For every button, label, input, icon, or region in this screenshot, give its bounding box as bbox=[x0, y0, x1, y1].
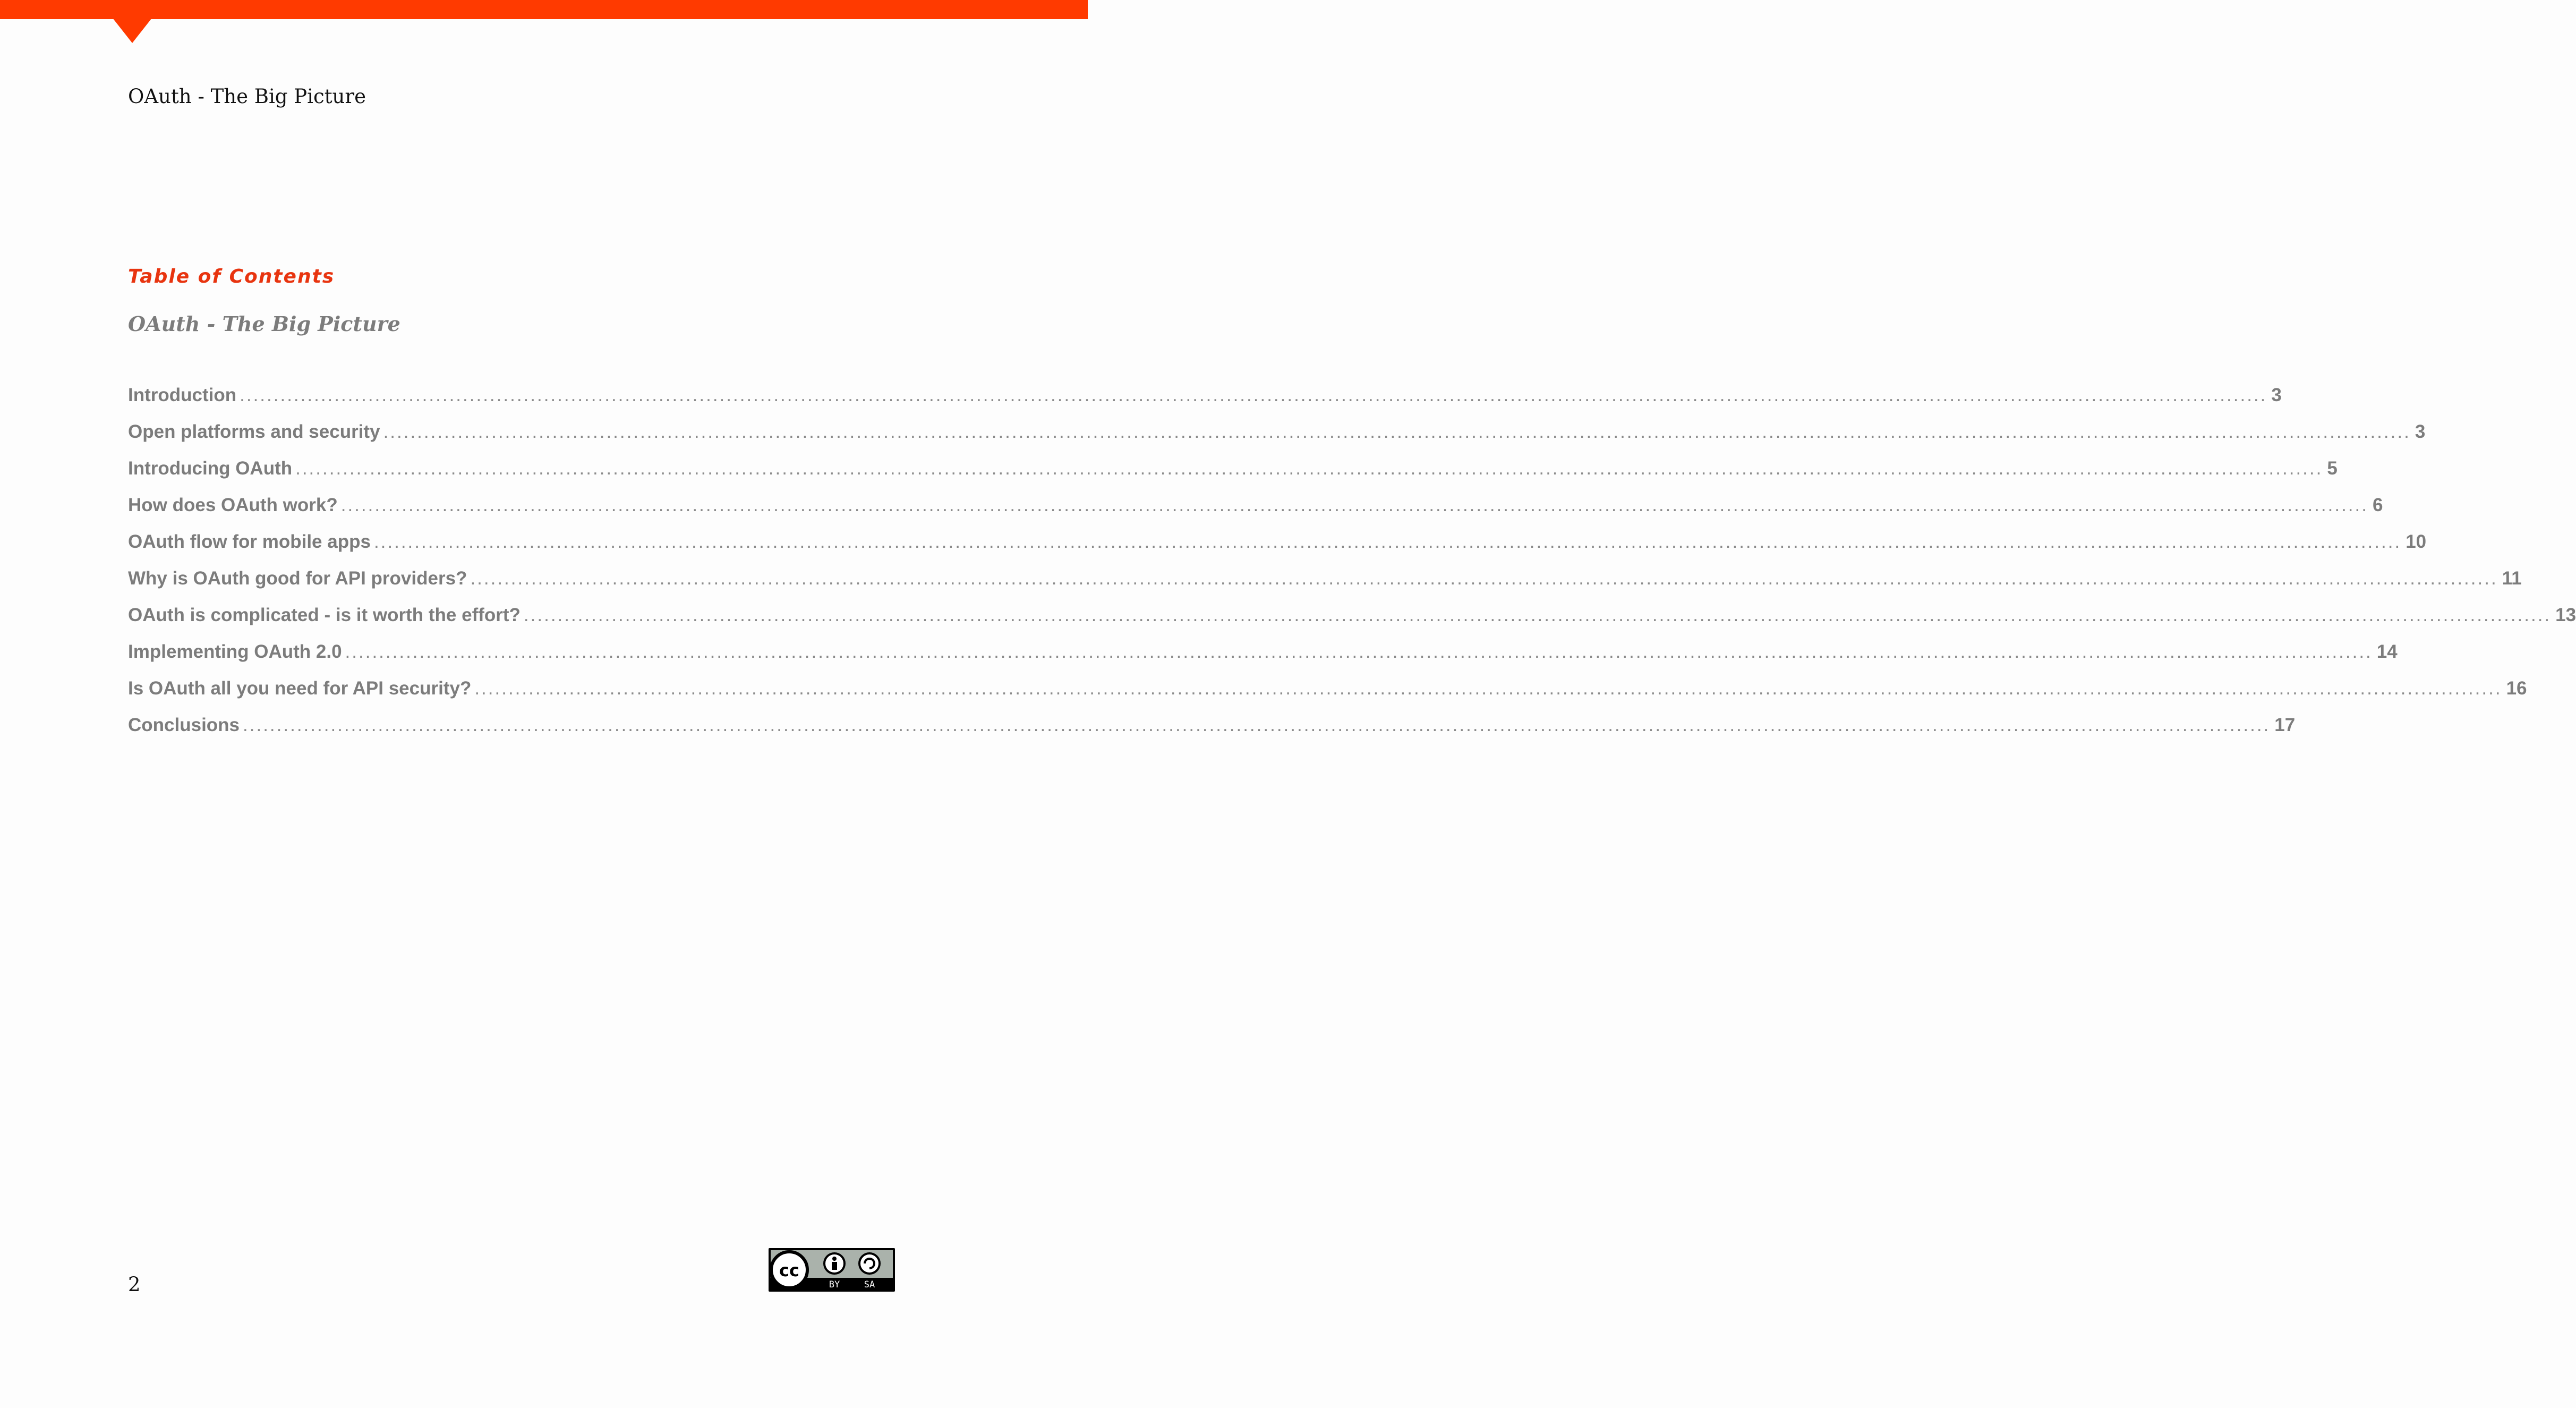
toc-entry-label: Open platforms and security bbox=[128, 421, 380, 442]
toc-leader-dots: ............................................................................................................................................................................................................................................................................................................ bbox=[474, 678, 2502, 699]
toc-entry-introducing-oauth[interactable] bbox=[128, 458, 2338, 495]
toc-leader-dots: ............................................................................................................................................................................................................................................................................................................ bbox=[340, 495, 2368, 515]
toc-leader-dots: ............................................................................................................................................................................................................................................................................................................ bbox=[383, 421, 2411, 442]
document-subtitle: OAuth - The Big Picture bbox=[128, 312, 400, 336]
toc-entry-label: Implementing OAuth 2.0 bbox=[128, 641, 342, 662]
toc-entry-conclusions[interactable] bbox=[128, 715, 2296, 751]
toc-entry-open-platforms[interactable] bbox=[128, 421, 2426, 458]
toc-title: Table of Contents bbox=[128, 266, 335, 287]
toc-list bbox=[128, 385, 2576, 751]
page-number: 2 bbox=[128, 1273, 141, 1296]
toc-entry-label: OAuth flow for mobile apps bbox=[128, 531, 371, 552]
toc-entry-page: 14 bbox=[2376, 641, 2398, 662]
top-accent-notch bbox=[113, 18, 152, 43]
sa-label: SA bbox=[864, 1279, 875, 1290]
toc-entry-page: 16 bbox=[2506, 678, 2527, 699]
toc-entry-page: 10 bbox=[2406, 531, 2427, 552]
share-alike-icon bbox=[859, 1253, 880, 1274]
attribution-body bbox=[832, 1262, 837, 1270]
toc-entry-complicated[interactable] bbox=[128, 605, 2576, 641]
toc-leader-dots: ............................................................................................................................................................................................................................................................................................................ bbox=[240, 385, 2267, 405]
toc-entry-mobile-flow[interactable] bbox=[128, 531, 2427, 568]
toc-entry-label: How does OAuth work? bbox=[128, 495, 338, 515]
attribution-head bbox=[832, 1257, 837, 1261]
toc-leader-dots: ............................................................................................................................................................................................................................................................................................................ bbox=[295, 458, 2323, 479]
toc-entry-page: 3 bbox=[2415, 421, 2426, 442]
toc-leader-dots: ............................................................................................................................................................................................................................................................................................................ bbox=[470, 568, 2498, 589]
toc-entry-label: OAuth is complicated - is it worth the effort? bbox=[128, 605, 521, 625]
toc-leader-dots: ............................................................................................................................................................................................................................................................................................................ bbox=[243, 715, 2271, 735]
toc-leader-dots: ............................................................................................................................................................................................................................................................................................................ bbox=[345, 641, 2373, 662]
toc-entry-page: 3 bbox=[2271, 385, 2282, 405]
toc-entry-page: 17 bbox=[2274, 715, 2296, 735]
toc-entry-label: Why is OAuth good for API providers? bbox=[128, 568, 467, 589]
toc-entry-page: 11 bbox=[2502, 568, 2522, 589]
by-label: BY bbox=[829, 1279, 840, 1290]
running-header: OAuth - The Big Picture bbox=[128, 85, 366, 108]
toc-entry-label: Introduction bbox=[128, 385, 237, 405]
toc-entry-api-providers[interactable] bbox=[128, 568, 2522, 605]
toc-leader-dots: ............................................................................................................................................................................................................................................................................................................ bbox=[373, 531, 2402, 552]
toc-leader-dots: ............................................................................................................................................................................................................................................................................................................ bbox=[523, 605, 2552, 625]
creative-commons-by-sa-icon bbox=[768, 1248, 895, 1292]
toc-entry-implementing[interactable] bbox=[128, 641, 2398, 678]
toc-entry-api-security[interactable] bbox=[128, 678, 2527, 715]
toc-entry-introduction[interactable] bbox=[128, 385, 2282, 421]
toc-entry-label: Is OAuth all you need for API security? bbox=[128, 678, 472, 699]
toc-entry-page: 13 bbox=[2555, 605, 2576, 625]
top-accent-band bbox=[0, 0, 1088, 19]
toc-entry-label: Conclusions bbox=[128, 715, 240, 735]
toc-entry-how-oauth-works[interactable] bbox=[128, 495, 2383, 531]
toc-entry-page: 6 bbox=[2372, 495, 2383, 515]
toc-entry-label: Introducing OAuth bbox=[128, 458, 293, 479]
cc-glyph: cc bbox=[779, 1260, 799, 1280]
toc-entry-page: 5 bbox=[2327, 458, 2338, 479]
